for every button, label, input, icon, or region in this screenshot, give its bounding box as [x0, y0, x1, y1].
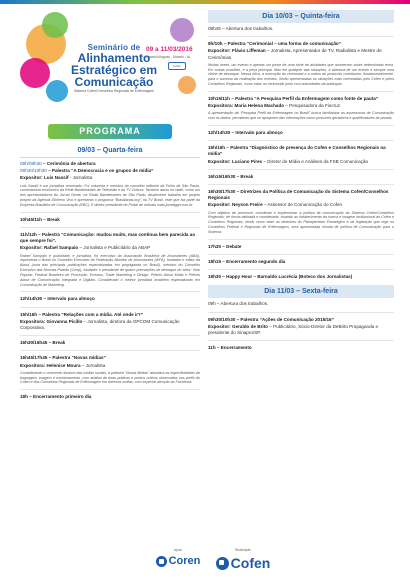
schedule-item-day2-lunch: 12h/14h30 – Intervalo para almoço	[208, 130, 283, 136]
decorative-circle-green	[42, 12, 68, 38]
organizer-logo-block	[208, 548, 278, 578]
divider	[208, 140, 394, 141]
top-color-stripe	[0, 0, 410, 4]
schedule-item-break1: 10h45/11h – Break	[20, 216, 60, 222]
schedule-item-communication: 11h/12h – Palestra “Comunicação: mudou muito, mas continua bem parecida ao que sempre foi”.	[20, 231, 196, 244]
schedule-item-media-relations: 15h/16h – Palestra “Relações com a mídia. Até onde ir?”	[20, 311, 144, 317]
schedule-item-diagnosis: 15h/16h – Palestra “Diagnóstico de presença do Cofen e Conselhos Regionais na mídia”	[208, 145, 386, 157]
schedule-item-opening: 09h/09h30 – Cerimônia de abertura	[20, 161, 96, 166]
schedule-item-close-day1: 18h – Encerramento primeiro dia	[20, 394, 92, 400]
seminar-title-line4: Comunicação	[74, 75, 154, 89]
schedule-item-day3-opening: 09h – Abertura dos trabalhos.	[208, 301, 269, 307]
session-description-research: A apresentação da “Pesquisa Perfil da Enfermagem no Brasil” busca familiarizar as assessorias de Comunicação com os dados, permitindo que se apropriem das informações como possíveis geradores e qualificadores de pautas.	[208, 111, 394, 121]
schedule-item-lunch: 12h/14h30 – Intervalo para almoço	[20, 296, 95, 302]
day3-heading: Dia 11/03 – Sexta-feira	[208, 285, 394, 298]
seminar-title-line3: Estratégico em	[70, 63, 158, 77]
divider	[20, 389, 200, 390]
session-description-new-media: Considerando o crescente alcance das mídias sociais, a palestra “Novas Mídias” abordará as especificidades de linguagem, imagem e monitoramento, com análise de boas práticas e pontos críticos observados nos perfis do Cofen e dos Conselhos Regionais de Enfermagem em diversas mídias, com especial atenção ao Facebook.	[20, 370, 200, 385]
session-description-ceremonial: Muitas vezes, um evento é apenas um ponto de uma série de atividades que acontecem sobre determinado tema. Em outras ocasiões, é a peça principal. Mas em qualquer das situações, a abertura de um evento é sempre uma vitrine de destaque. Nessa ótica, a execução do cerimonial e a ordem do protocolo contribuem, fundamentalmente, para o sucesso da realização dos eventos. Serão apresentadas as situações mais vivenciadas pelo Cofen e pelos Conselhos Regionais, como estar no cerimonial junto com autoridades da autarquia.	[208, 62, 394, 87]
session-description-guidelines: Com objetivo de promover, coordenar e implementar a política de comunicação do Sistema Cofen/Conselhos Regionais, de forma alinhada e coordenada, visando ao fortalecimento da marca e imagem institucional do Cofen e Conselhos Regionais, tendo como base as diretrizes do Planejamento Estratégico e da legislação que rege os Conselhos Federal e Regionais de Enfermagem, será apresentada minuta de política de Comunicação para o Sistema.	[208, 210, 394, 234]
schedule-item-actions: 09h30/10h30 – Palestra “Ações de Comunicação 2015/16”	[208, 316, 334, 322]
schedule-item-debate: 17h30 – Debate	[208, 243, 242, 249]
day1-heading: 09/03 – Quarta-feira	[20, 144, 200, 158]
cofen-logo	[208, 555, 278, 571]
divider	[20, 212, 200, 213]
divider	[208, 169, 394, 170]
seminar-date: 09 a 11/03/2016	[146, 46, 193, 53]
schedule-item-research: 10h15/11h – Palestra “A Pesquisa Perfil da Enfermagem como fonte de pauta”	[208, 95, 379, 101]
speaker-bio-nassif: Luis Nassif é um jornalista renomado. Foi colunista e membro do conselho editorial da Folha de São Paulo, comentarista econômico da Rede Bandeirantes de Televisão e da TV Cultura. Também atuou no rádio, como um dos apresentadores do Jornal Gente, na Rádio Bandeirantes de São Paulo. Atualmente trabalha em projeto próprio da Agência Dinheiro Vivo e apresenta o programa “Brasilianas.org”, na TV Brasil, rede que faz parte da Empresa Brasileira de Comunicação (EBC). É diretor presidente do Portal de notícias www.jornalggn.com.br	[20, 183, 200, 207]
schedule-item-close-day2: 18h15 – Encerramento segundo dia	[208, 258, 286, 264]
decorative-circle-purple	[170, 18, 194, 42]
speaker-moura: Expositora: Helenice Moura – Jornalista	[20, 362, 106, 368]
schedule-item-ceremonial: 9h/10h – Palestra “Cerimonial – uma forma de comunicação”	[208, 41, 342, 47]
day2-heading: Dia 10/03 – Quinta-feira	[208, 10, 394, 23]
support-label: Apoio	[173, 548, 183, 552]
seminar-header-art	[20, 10, 200, 118]
speaker-sampaio: Expositor: Rafael Sampaio – Jornalista e Publicitário da ABAP	[20, 245, 151, 251]
divider	[208, 91, 394, 92]
speaker-liffeman: Expositor: Flávio Liffeman – Jornalista, Apresentador de TV, Radialista e Mestre de Cerimônias.	[208, 48, 382, 60]
speaker-freire: Expositor: Neyson Freire – Assessor de Comunicação do Cofen	[208, 202, 343, 208]
cofen-wordmark: Cofen	[230, 555, 271, 571]
divider	[20, 227, 200, 228]
coren-wordmark: Coren	[168, 555, 201, 567]
schedule-item-guidelines: 16h30/17h30 – Diretrizes da Política de Comunicação do Sistema Cofen/Conselhos Regionais	[208, 188, 389, 201]
schedule-item-final-close: 11h – Encerramento	[208, 345, 252, 351]
speaker-nassif: Expositor: Luis Nassif - Jornalista	[20, 175, 93, 181]
decorative-circle-pink	[20, 58, 50, 88]
schedule-item-day2-break: 16h15/16h30 – Break	[208, 173, 254, 179]
divider	[20, 291, 200, 292]
divider	[208, 239, 394, 240]
schedule-item-democracy: 09h30/10h30 – Palestra “A Democracia e os grupos de mídia”	[20, 168, 154, 174]
divider	[208, 340, 394, 341]
speaker-brito: Expositor: Geraldo de Brito – Publicitário, Sócio-Diretor da DeBrito Propaganda e presidente do Sinapro/SP.	[208, 323, 379, 335]
coren-logo	[148, 555, 208, 567]
divider	[20, 335, 200, 336]
schedule-item-day2-opening: 08h45 – Abertura dos trabalhos.	[208, 26, 274, 31]
schedule-item-new-media: 16h45/17h45 – Palestra “Novas mídias”	[20, 355, 106, 361]
schedule-item-happy-hour: 18h30 – Happy Hour – Barnaldo Lucrécia (Boteco dos Jornalistas)	[208, 274, 353, 280]
divider	[208, 125, 394, 126]
seminar-subtitle: Sistema Cofen/Conselhos Regionais de Enfermagem	[73, 89, 155, 93]
divider	[208, 312, 394, 313]
right-column	[208, 10, 394, 352]
seminar-title-line2: Alinhamento	[77, 51, 151, 65]
divider	[208, 36, 394, 37]
speaker-bio-sampaio: Rafael Sampaio é publicitário e jornalista, foi executivo da Associação Brasileira de Anunciantes (ABA), representa o Brasil no Conselho Executivo da Federação Mundial de Anunciantes (WFA), fundador e editor da About (uma das principais publicações especializadas em propaganda no Brasil), membro do Conselho Executivo das Normas-Padrão (Cenp), fundador e presidente de quatro premiações de destaque do setor: Voto Popular, Festival Brasileiro de Promoção, Eventos, Trade Marketing e Design, Prêmio About Mídia e Prêmio About de Comunicação Integrada e Digitais. Considerado o melhor jornalista brasileiro especializado em Comunicação de Marketing.	[20, 253, 200, 287]
speaker-machado: Expositora: Maria Helena Machado – Pesquisadora da Fiocruz	[208, 103, 340, 109]
speaker-picillo: Expositora: Giovanna Picillo – Jornalista, diretora da GPCOM Comunicação Corporativa.	[20, 318, 180, 330]
support-logo-block	[148, 548, 208, 578]
divider	[20, 350, 200, 351]
decorative-circle-orange-small	[178, 76, 196, 94]
left-column	[20, 10, 200, 401]
program-banner: PROGRAMA	[48, 124, 172, 139]
divider	[208, 184, 394, 185]
seminar-place: Maceió/Alagoas - Maceió - AL	[146, 55, 192, 59]
cofen-emblem-icon	[216, 557, 229, 570]
seminar-title-line1: Seminário de	[87, 43, 141, 52]
divider	[208, 269, 394, 270]
coren-emblem-icon	[156, 556, 167, 567]
cofen-badge: Cofen	[168, 62, 186, 70]
schedule-item-break2: 16h30/16h45 – Break	[20, 340, 66, 346]
divider	[20, 307, 200, 308]
divider	[208, 254, 394, 255]
organizer-label: Realização	[235, 548, 251, 552]
speaker-pires: Expositor: Luciano Pires – Diretor de Mídia e Análises da FSB Comunicação	[208, 158, 369, 164]
